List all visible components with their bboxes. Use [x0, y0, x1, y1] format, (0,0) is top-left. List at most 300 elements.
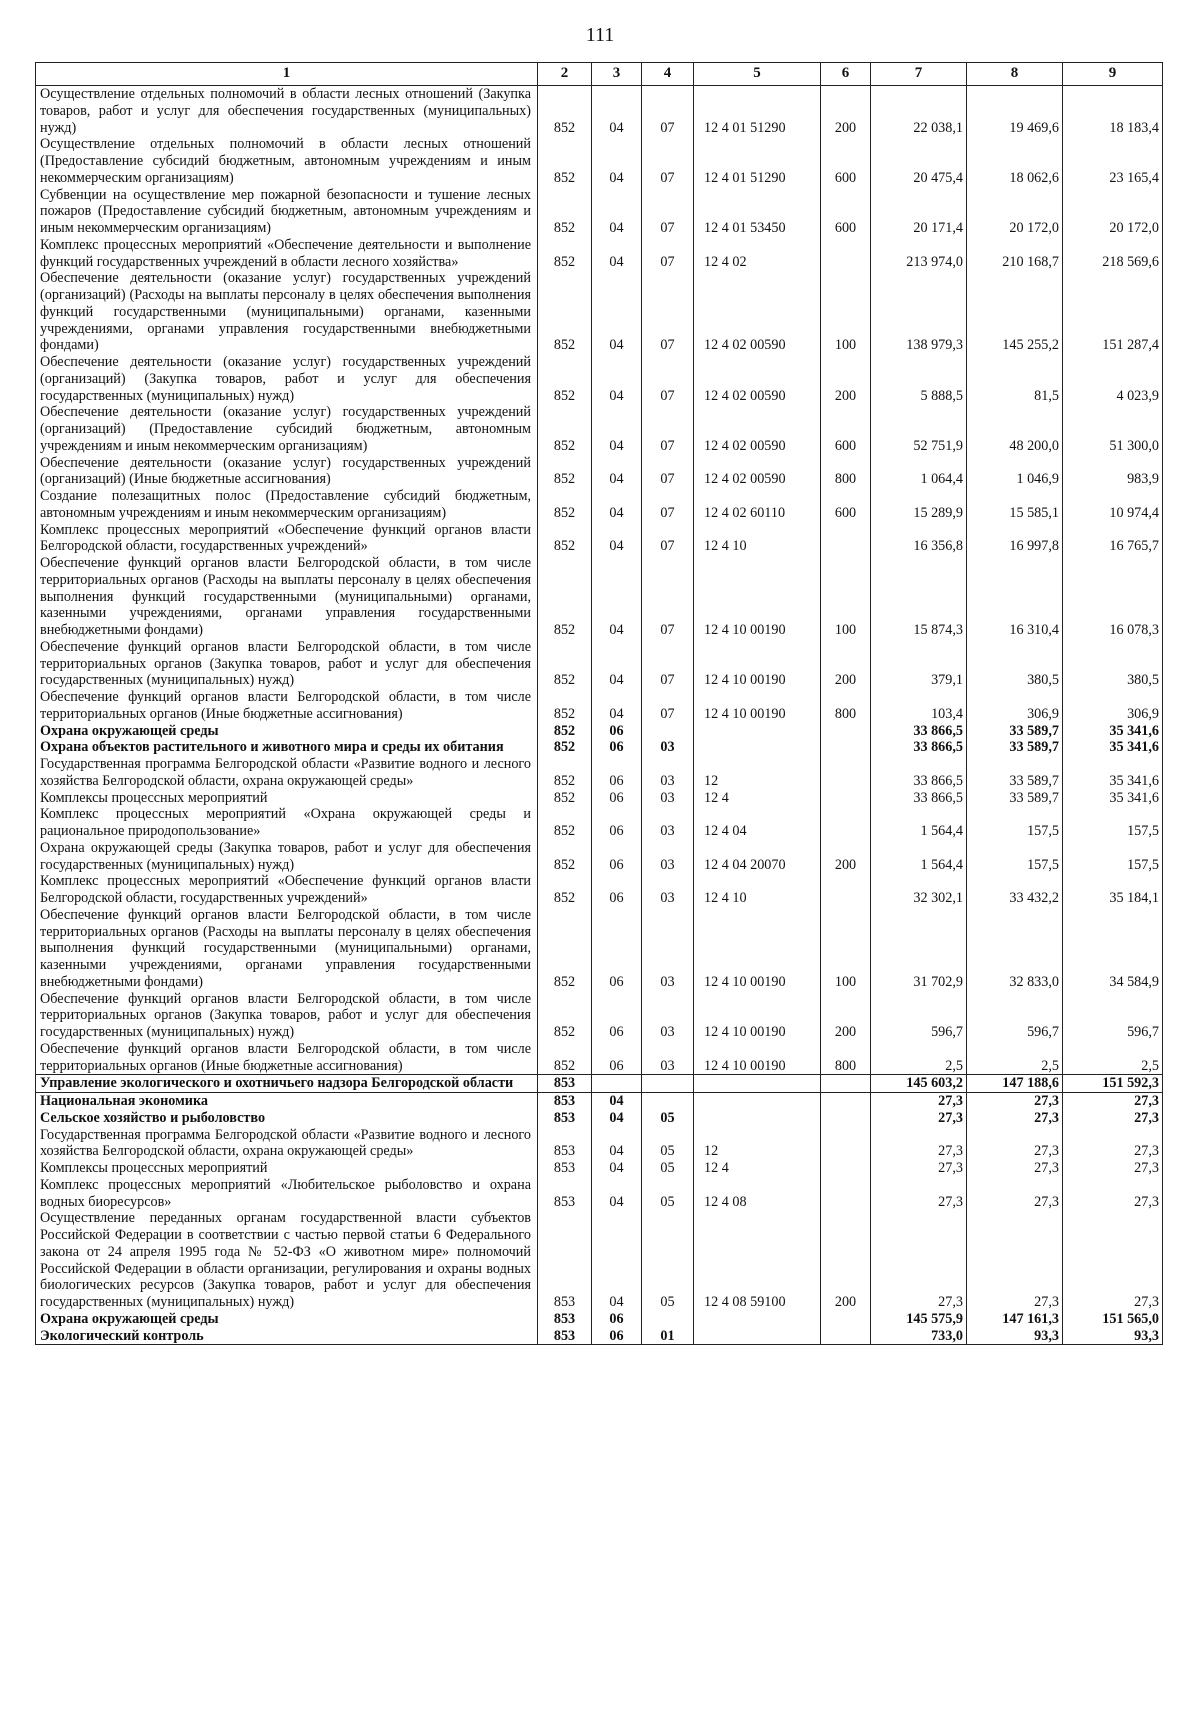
expense-type-cell	[821, 1110, 871, 1127]
target-article-cell: 12 4 10 00190	[694, 689, 821, 723]
subsection-code-cell: 03	[642, 806, 694, 840]
amount-col7-cell: 32 302,1	[871, 873, 967, 907]
section-code-cell: 06	[592, 907, 642, 991]
expense-type-cell: 100	[821, 270, 871, 354]
item-name-cell: Обеспечение функций органов власти Белгородской области, в том числе территориальных органов (Расходы на выплаты персоналу в целях обеспечения выполнения функций государственными (муниципальными) органами, казенными учреждениями, органами управления государственными внебюджетными фондами)	[36, 907, 538, 991]
admin-code-cell: 853	[538, 1075, 592, 1093]
amount-col8-cell: 93,3	[967, 1328, 1063, 1345]
admin-code-cell: 852	[538, 86, 592, 137]
section-code-cell: 04	[592, 488, 642, 522]
amount-col9-cell: 27,3	[1063, 1093, 1163, 1110]
column-header: 3	[592, 63, 642, 86]
table-row	[36, 806, 1163, 840]
target-article-cell	[694, 1311, 821, 1328]
item-name-cell: Охрана окружающей среды (Закупка товаров, работ и услуг для обеспечения государственных (муниципальных) нужд)	[36, 840, 538, 874]
table-row	[36, 404, 1163, 454]
expense-type-cell	[821, 806, 871, 840]
amount-col7-cell: 2,5	[871, 1041, 967, 1075]
amount-col7-cell: 138 979,3	[871, 270, 967, 354]
section-code-cell: 04	[592, 187, 642, 237]
expense-type-cell	[821, 873, 871, 907]
expense-type-cell	[821, 522, 871, 556]
amount-col8-cell: 15 585,1	[967, 488, 1063, 522]
item-name-cell: Обеспечение функций органов власти Белгородской области, в том числе территориальных органов (Закупка товаров, работ и услуг для обеспечения государственных (муниципальных) нужд)	[36, 991, 538, 1041]
section-code-cell: 04	[592, 1160, 642, 1177]
amount-col8-cell: 596,7	[967, 991, 1063, 1041]
admin-code-cell: 852	[538, 455, 592, 489]
item-name-cell: Обеспечение функций органов власти Белгородской области, в том числе территориальных органов (Иные бюджетные ассигнования)	[36, 689, 538, 723]
item-name-cell: Государственная программа Белгородской области «Развитие водного и лесного хозяйства Белгородской области, охрана окружающей среды»	[36, 756, 538, 790]
column-header: 2	[538, 63, 592, 86]
amount-col8-cell: 27,3	[967, 1110, 1063, 1127]
target-article-cell: 12 4 04 20070	[694, 840, 821, 874]
expense-type-cell	[821, 790, 871, 807]
admin-code-cell: 852	[538, 739, 592, 756]
amount-col7-cell: 27,3	[871, 1127, 967, 1161]
table-row	[36, 522, 1163, 556]
subsection-code-cell: 07	[642, 488, 694, 522]
table-row	[36, 354, 1163, 404]
target-article-cell: 12 4 01 51290	[694, 86, 821, 137]
target-article-cell	[694, 1075, 821, 1093]
item-name-cell: Обеспечение деятельности (оказание услуг) государственных учреждений (организаций) (Закупка товаров, работ и услуг для обеспечения государственных (муниципальных) нужд)	[36, 354, 538, 404]
amount-col9-cell: 35 184,1	[1063, 873, 1163, 907]
table-row	[36, 689, 1163, 723]
amount-col8-cell: 147 188,6	[967, 1075, 1063, 1093]
amount-col7-cell: 596,7	[871, 991, 967, 1041]
item-name-cell: Комплекс процессных мероприятий «Обеспечение деятельности и выполнение функций государственных учреждений в области лесного хозяйства»	[36, 237, 538, 271]
section-code-cell: 04	[592, 689, 642, 723]
amount-col8-cell: 48 200,0	[967, 404, 1063, 454]
admin-code-cell: 853	[538, 1177, 592, 1211]
amount-col8-cell: 380,5	[967, 639, 1063, 689]
amount-col7-cell: 733,0	[871, 1328, 967, 1345]
amount-col8-cell: 32 833,0	[967, 907, 1063, 991]
amount-col7-cell: 20 171,4	[871, 187, 967, 237]
subsection-code-cell: 07	[642, 404, 694, 454]
admin-code-cell: 852	[538, 723, 592, 740]
amount-col9-cell: 27,3	[1063, 1177, 1163, 1211]
item-name-cell: Комплекс процессных мероприятий «Обеспечение функций органов власти Белгородской области, государственных учреждений»	[36, 873, 538, 907]
section-code-cell: 04	[592, 86, 642, 137]
table-row	[36, 1041, 1163, 1075]
amount-col8-cell: 147 161,3	[967, 1311, 1063, 1328]
admin-code-cell: 852	[538, 840, 592, 874]
amount-col9-cell: 35 341,6	[1063, 723, 1163, 740]
target-article-cell: 12 4 02 60110	[694, 488, 821, 522]
target-article-cell: 12 4	[694, 790, 821, 807]
column-header: 6	[821, 63, 871, 86]
expense-type-cell	[821, 723, 871, 740]
amount-col8-cell: 27,3	[967, 1093, 1063, 1110]
table-row	[36, 790, 1163, 807]
admin-code-cell: 852	[538, 522, 592, 556]
subsection-code-cell: 07	[642, 689, 694, 723]
admin-code-cell: 852	[538, 790, 592, 807]
expense-type-cell	[821, 739, 871, 756]
amount-col9-cell: 51 300,0	[1063, 404, 1163, 454]
subsection-code-cell: 07	[642, 136, 694, 186]
column-header: 7	[871, 63, 967, 86]
item-name-cell: Осуществление отдельных полномочий в области лесных отношений (Закупка товаров, работ и услуг для обеспечения государственных (муниципальных) нужд)	[36, 86, 538, 137]
expense-type-cell: 200	[821, 1210, 871, 1311]
expense-type-cell: 600	[821, 187, 871, 237]
item-name-cell: Обеспечение функций органов власти Белгородской области, в том числе территориальных органов (Закупка товаров, работ и услуг для обеспечения государственных (муниципальных) нужд)	[36, 639, 538, 689]
table-row	[36, 756, 1163, 790]
amount-col7-cell: 27,3	[871, 1160, 967, 1177]
table-row	[36, 739, 1163, 756]
table-row	[36, 1110, 1163, 1127]
item-name-cell: Охрана окружающей среды	[36, 723, 538, 740]
amount-col9-cell: 596,7	[1063, 991, 1163, 1041]
admin-code-cell: 852	[538, 354, 592, 404]
section-code-cell: 04	[592, 1093, 642, 1110]
expense-type-cell: 600	[821, 488, 871, 522]
amount-col8-cell: 157,5	[967, 806, 1063, 840]
column-header: 9	[1063, 63, 1163, 86]
admin-code-cell: 852	[538, 488, 592, 522]
subsection-code-cell: 07	[642, 187, 694, 237]
admin-code-cell: 853	[538, 1093, 592, 1110]
table-row	[36, 555, 1163, 639]
subsection-code-cell: 07	[642, 237, 694, 271]
section-code-cell: 04	[592, 1210, 642, 1311]
amount-col7-cell: 1 064,4	[871, 455, 967, 489]
section-code-cell: 04	[592, 1177, 642, 1211]
expense-type-cell: 100	[821, 555, 871, 639]
item-name-cell: Создание полезащитных полос (Предоставление субсидий бюджетным, автономным учреждениям и иным некоммерческим организациям)	[36, 488, 538, 522]
target-article-cell	[694, 1093, 821, 1110]
amount-col9-cell: 27,3	[1063, 1210, 1163, 1311]
admin-code-cell: 853	[538, 1311, 592, 1328]
column-header: 1	[36, 63, 538, 86]
amount-col9-cell: 27,3	[1063, 1110, 1163, 1127]
amount-col7-cell: 213 974,0	[871, 237, 967, 271]
admin-code-cell: 852	[538, 187, 592, 237]
item-name-cell: Национальная экономика	[36, 1093, 538, 1110]
target-article-cell: 12 4 02 00590	[694, 270, 821, 354]
subsection-code-cell: 05	[642, 1127, 694, 1161]
section-code-cell: 06	[592, 806, 642, 840]
admin-code-cell: 852	[538, 1041, 592, 1075]
subsection-code-cell: 07	[642, 455, 694, 489]
target-article-cell: 12 4 01 51290	[694, 136, 821, 186]
subsection-code-cell: 07	[642, 555, 694, 639]
amount-col9-cell: 10 974,4	[1063, 488, 1163, 522]
amount-col8-cell: 33 589,7	[967, 739, 1063, 756]
section-code-cell: 06	[592, 873, 642, 907]
amount-col7-cell: 33 866,5	[871, 756, 967, 790]
amount-col8-cell: 20 172,0	[967, 187, 1063, 237]
amount-col8-cell: 33 589,7	[967, 790, 1063, 807]
subsection-code-cell: 07	[642, 270, 694, 354]
table-row	[36, 1177, 1163, 1211]
item-name-cell: Государственная программа Белгородской области «Развитие водного и лесного хозяйства Белгородской области, охрана окружающей среды»	[36, 1127, 538, 1161]
admin-code-cell: 852	[538, 907, 592, 991]
amount-col7-cell: 31 702,9	[871, 907, 967, 991]
admin-code-cell: 852	[538, 689, 592, 723]
target-article-cell: 12 4 10	[694, 522, 821, 556]
target-article-cell	[694, 739, 821, 756]
section-code-cell: 04	[592, 354, 642, 404]
expense-type-cell: 800	[821, 455, 871, 489]
amount-col9-cell: 151 565,0	[1063, 1311, 1163, 1328]
section-code-cell: 06	[592, 790, 642, 807]
section-code-cell: 04	[592, 555, 642, 639]
admin-code-cell: 852	[538, 136, 592, 186]
admin-code-cell: 853	[538, 1210, 592, 1311]
section-code-cell: 06	[592, 991, 642, 1041]
amount-col8-cell: 18 062,6	[967, 136, 1063, 186]
item-name-cell: Комплекс процессных мероприятий «Обеспечение функций органов власти Белгородской области, государственных учреждений»	[36, 522, 538, 556]
amount-col9-cell: 157,5	[1063, 806, 1163, 840]
item-name-cell: Обеспечение деятельности (оказание услуг) государственных учреждений (организаций) (Иные бюджетные ассигнования)	[36, 455, 538, 489]
target-article-cell: 12	[694, 756, 821, 790]
amount-col9-cell: 306,9	[1063, 689, 1163, 723]
admin-code-cell: 852	[538, 873, 592, 907]
amount-col7-cell: 20 475,4	[871, 136, 967, 186]
section-code-cell: 04	[592, 1110, 642, 1127]
expense-type-cell: 200	[821, 639, 871, 689]
expense-type-cell: 200	[821, 86, 871, 137]
table-row	[36, 237, 1163, 271]
admin-code-cell: 852	[538, 270, 592, 354]
target-article-cell: 12 4 02	[694, 237, 821, 271]
amount-col9-cell: 16 078,3	[1063, 555, 1163, 639]
table-row	[36, 1210, 1163, 1311]
admin-code-cell: 852	[538, 991, 592, 1041]
target-article-cell: 12 4 02 00590	[694, 455, 821, 489]
amount-col9-cell: 218 569,6	[1063, 237, 1163, 271]
expense-type-cell	[821, 1075, 871, 1093]
item-name-cell: Комплексы процессных мероприятий	[36, 1160, 538, 1177]
amount-col9-cell: 151 287,4	[1063, 270, 1163, 354]
amount-col8-cell: 16 997,8	[967, 522, 1063, 556]
section-code-cell: 06	[592, 723, 642, 740]
column-header: 4	[642, 63, 694, 86]
section-code-cell: 04	[592, 1127, 642, 1161]
amount-col9-cell: 27,3	[1063, 1127, 1163, 1161]
target-article-cell: 12 4 10	[694, 873, 821, 907]
amount-col7-cell: 33 866,5	[871, 723, 967, 740]
amount-col8-cell: 157,5	[967, 840, 1063, 874]
amount-col9-cell: 18 183,4	[1063, 86, 1163, 137]
table-row	[36, 270, 1163, 354]
amount-col8-cell: 27,3	[967, 1177, 1063, 1211]
amount-col9-cell: 151 592,3	[1063, 1075, 1163, 1093]
amount-col8-cell: 210 168,7	[967, 237, 1063, 271]
table-row	[36, 1127, 1163, 1161]
item-name-cell: Осуществление отдельных полномочий в области лесных отношений (Предоставление субсидий бюджетным, автономным учреждениям и иным некоммерческим организациям)	[36, 136, 538, 186]
table-row	[36, 1311, 1163, 1328]
amount-col7-cell: 27,3	[871, 1093, 967, 1110]
section-code-cell	[592, 1075, 642, 1093]
amount-col7-cell: 379,1	[871, 639, 967, 689]
subsection-code-cell: 05	[642, 1210, 694, 1311]
section-code-cell: 06	[592, 1311, 642, 1328]
section-code-cell: 04	[592, 404, 642, 454]
amount-col7-cell: 52 751,9	[871, 404, 967, 454]
section-code-cell: 06	[592, 1328, 642, 1345]
item-name-cell: Комплекс процессных мероприятий «Охрана окружающей среды и рациональное природопользование»	[36, 806, 538, 840]
table-row	[36, 136, 1163, 186]
table-row	[36, 723, 1163, 740]
amount-col9-cell: 983,9	[1063, 455, 1163, 489]
admin-code-cell: 853	[538, 1328, 592, 1345]
target-article-cell: 12 4 08 59100	[694, 1210, 821, 1311]
amount-col7-cell: 27,3	[871, 1210, 967, 1311]
subsection-code-cell	[642, 723, 694, 740]
column-header: 8	[967, 63, 1063, 86]
subsection-code-cell: 03	[642, 739, 694, 756]
amount-col7-cell: 27,3	[871, 1110, 967, 1127]
subsection-code-cell: 07	[642, 86, 694, 137]
admin-code-cell: 852	[538, 639, 592, 689]
item-name-cell: Обеспечение деятельности (оказание услуг) государственных учреждений (организаций) (Расходы на выплаты персоналу в целях обеспечения выполнения функций государственными (муниципальными) органами, казенными учреждениями, органами управления государственными внебюджетными фондами)	[36, 270, 538, 354]
expense-type-cell	[821, 1311, 871, 1328]
amount-col8-cell: 16 310,4	[967, 555, 1063, 639]
amount-col9-cell: 380,5	[1063, 639, 1163, 689]
target-article-cell: 12 4 10 00190	[694, 555, 821, 639]
item-name-cell: Осуществление переданных органам государственной власти субъектов Российской Федерации в соответствии с частью первой статьи 6 Федерального закона от 24 апреля 1995 года № 52-ФЗ «О животном мире» полномочий Российской Федерации в области организации, регулирования и охраны водных биологических ресурсов (Закупка товаров, работ и услуг для обеспечения государственных (муниципальных) нужд)	[36, 1210, 538, 1311]
table-row	[36, 86, 1163, 137]
subsection-code-cell: 07	[642, 639, 694, 689]
amount-col9-cell: 157,5	[1063, 840, 1163, 874]
amount-col7-cell: 145 575,9	[871, 1311, 967, 1328]
amount-col7-cell: 15 874,3	[871, 555, 967, 639]
subsection-code-cell: 07	[642, 522, 694, 556]
item-name-cell: Комплексы процессных мероприятий	[36, 790, 538, 807]
section-code-cell: 06	[592, 1041, 642, 1075]
amount-col9-cell: 35 341,6	[1063, 790, 1163, 807]
admin-code-cell: 852	[538, 806, 592, 840]
amount-col7-cell: 27,3	[871, 1177, 967, 1211]
table-row	[36, 907, 1163, 991]
section-code-cell: 06	[592, 756, 642, 790]
admin-code-cell: 853	[538, 1110, 592, 1127]
table-row	[36, 639, 1163, 689]
amount-col9-cell: 35 341,6	[1063, 739, 1163, 756]
item-name-cell: Экологический контроль	[36, 1328, 538, 1345]
amount-col9-cell: 20 172,0	[1063, 187, 1163, 237]
amount-col7-cell: 33 866,5	[871, 739, 967, 756]
expense-type-cell: 100	[821, 907, 871, 991]
table-row	[36, 1093, 1163, 1110]
table-row	[36, 488, 1163, 522]
amount-col7-cell: 15 289,9	[871, 488, 967, 522]
table-body	[36, 86, 1163, 1345]
admin-code-cell: 852	[538, 237, 592, 271]
subsection-code-cell: 05	[642, 1160, 694, 1177]
item-name-cell: Обеспечение функций органов власти Белгородской области, в том числе территориальных органов (Иные бюджетные ассигнования)	[36, 1041, 538, 1075]
amount-col9-cell: 16 765,7	[1063, 522, 1163, 556]
expense-type-cell: 200	[821, 991, 871, 1041]
admin-code-cell: 852	[538, 555, 592, 639]
table-row	[36, 1160, 1163, 1177]
amount-col9-cell: 4 023,9	[1063, 354, 1163, 404]
target-article-cell	[694, 723, 821, 740]
target-article-cell: 12 4 02 00590	[694, 404, 821, 454]
amount-col8-cell: 19 469,6	[967, 86, 1063, 137]
subsection-code-cell: 03	[642, 840, 694, 874]
amount-col9-cell: 23 165,4	[1063, 136, 1163, 186]
expense-type-cell	[821, 1328, 871, 1345]
subsection-code-cell: 03	[642, 907, 694, 991]
section-code-cell: 06	[592, 840, 642, 874]
expense-type-cell	[821, 1127, 871, 1161]
expense-type-cell: 200	[821, 840, 871, 874]
target-article-cell: 12 4 01 53450	[694, 187, 821, 237]
amount-col8-cell: 33 432,2	[967, 873, 1063, 907]
item-name-cell: Обеспечение функций органов власти Белгородской области, в том числе территориальных органов (Расходы на выплаты персоналу в целях обеспечения выполнения функций государственными (муниципальными) органами, казенными учреждениями, органами управления государственными внебюджетными фондами)	[36, 555, 538, 639]
item-name-cell: Комплекс процессных мероприятий «Любительское рыболовство и охрана водных биоресурсов»	[36, 1177, 538, 1211]
table-row	[36, 991, 1163, 1041]
column-header: 5	[694, 63, 821, 86]
target-article-cell: 12 4 10 00190	[694, 907, 821, 991]
expense-type-cell	[821, 1177, 871, 1211]
section-code-cell: 06	[592, 739, 642, 756]
amount-col8-cell: 33 589,7	[967, 756, 1063, 790]
expense-type-cell: 800	[821, 1041, 871, 1075]
subsection-code-cell: 03	[642, 873, 694, 907]
budget-table	[35, 62, 1163, 1345]
expense-type-cell	[821, 1093, 871, 1110]
target-article-cell	[694, 1110, 821, 1127]
target-article-cell: 12 4 08	[694, 1177, 821, 1211]
amount-col8-cell: 1 046,9	[967, 455, 1063, 489]
expense-type-cell: 800	[821, 689, 871, 723]
expense-type-cell: 600	[821, 404, 871, 454]
amount-col9-cell: 27,3	[1063, 1160, 1163, 1177]
amount-col7-cell: 16 356,8	[871, 522, 967, 556]
expense-type-cell: 200	[821, 354, 871, 404]
target-article-cell: 12 4 10 00190	[694, 639, 821, 689]
amount-col8-cell: 27,3	[967, 1127, 1063, 1161]
subsection-code-cell: 03	[642, 1041, 694, 1075]
item-name-cell: Охрана объектов растительного и животного мира и среды их обитания	[36, 739, 538, 756]
amount-col7-cell: 22 038,1	[871, 86, 967, 137]
amount-col7-cell: 1 564,4	[871, 806, 967, 840]
subsection-code-cell: 01	[642, 1328, 694, 1345]
amount-col9-cell: 34 584,9	[1063, 907, 1163, 991]
amount-col9-cell: 2,5	[1063, 1041, 1163, 1075]
target-article-cell	[694, 1328, 821, 1345]
item-name-cell: Субвенции на осуществление мер пожарной безопасности и тушение лесных пожаров (Предоставление субсидий бюджетным, автономным учреждениям и иным некоммерческим организациям)	[36, 187, 538, 237]
subsection-code-cell: 07	[642, 354, 694, 404]
target-article-cell: 12 4 02 00590	[694, 354, 821, 404]
section-code-cell: 04	[592, 639, 642, 689]
amount-col8-cell: 27,3	[967, 1210, 1063, 1311]
item-name-cell: Охрана окружающей среды	[36, 1311, 538, 1328]
table-row	[36, 840, 1163, 874]
subsection-code-cell	[642, 1311, 694, 1328]
subsection-code-cell	[642, 1075, 694, 1093]
admin-code-cell: 852	[538, 756, 592, 790]
expense-type-cell: 600	[821, 136, 871, 186]
target-article-cell: 12 4	[694, 1160, 821, 1177]
target-article-cell: 12 4 10 00190	[694, 1041, 821, 1075]
target-article-cell: 12 4 10 00190	[694, 991, 821, 1041]
amount-col8-cell: 27,3	[967, 1160, 1063, 1177]
amount-col7-cell: 103,4	[871, 689, 967, 723]
table-row	[36, 187, 1163, 237]
amount-col8-cell: 145 255,2	[967, 270, 1063, 354]
table-row	[36, 1075, 1163, 1093]
target-article-cell: 12	[694, 1127, 821, 1161]
item-name-cell: Сельское хозяйство и рыболовство	[36, 1110, 538, 1127]
item-name-cell: Обеспечение деятельности (оказание услуг) государственных учреждений (организаций) (Предоставление субсидий бюджетным, автономным учреждениям и иным некоммерческим организациям)	[36, 404, 538, 454]
section-code-cell: 04	[592, 270, 642, 354]
